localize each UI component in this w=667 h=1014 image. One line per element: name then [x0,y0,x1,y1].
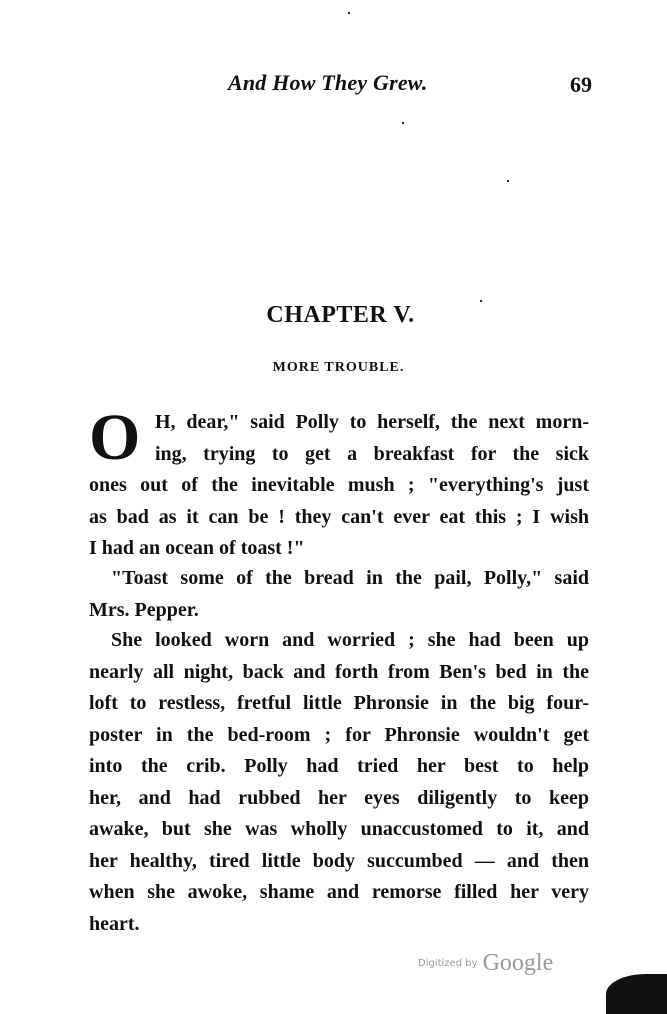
text-line: when she awoke, shame and remorse filled her very [89,881,589,903]
scan-speck [480,300,482,302]
text-line: awake, but she was wholly unaccustomed to it, and [89,818,589,840]
running-head: And How They Grew. [228,70,428,95]
paragraph-1 [89,401,589,565]
text-line: She looked worn and worried ; she had been up [111,629,589,651]
page-number: 69 [570,72,592,97]
watermark-brand: Google [482,950,554,976]
text-line: as bad as it can be ! they can't ever eat this ; I wish [89,505,589,528]
text-line: into the crib. Polly had tried her best to help [89,755,589,777]
paragraph-2 [89,563,589,626]
scan-speck [507,180,509,182]
text-line: H, dear," said Polly to herself, the next morn- [155,411,589,433]
text-line: loft to restless, fretful little Phronsie in the big four- [89,692,589,714]
text-line: nearly all night, back and forth from Ben's bed in the [89,660,589,683]
scan-thumb-artifact [606,974,667,1014]
text-line: her healthy, tired little body succumbed — and then [89,849,589,872]
scan-speck [348,12,350,14]
text-line: poster in the bed-room ; for Phronsie wouldn't get [89,723,589,746]
text-line: ones out of the inevitable mush ; "everything's just [89,474,589,496]
scan-speck [402,122,404,124]
paragraph-3 [89,625,589,940]
text-line: "Toast some of the bread in the pail, Polly," said [111,567,589,589]
text-line: I had an ocean of toast !" [89,537,305,559]
text-line: heart. [89,912,140,935]
watermark-prefix: Digitized by [418,958,478,969]
digitized-watermark [418,950,553,977]
text-line: her, and had rubbed her eyes diligently to keep [89,786,589,809]
text-line: ing, trying to get a breakfast for the sick [155,442,589,465]
drop-cap: O [89,401,141,474]
chapter-subtitle: MORE TROUBLE. [272,360,405,375]
text-line: Mrs. Pepper. [89,598,199,621]
chapter-title: CHAPTER V. [266,302,415,328]
